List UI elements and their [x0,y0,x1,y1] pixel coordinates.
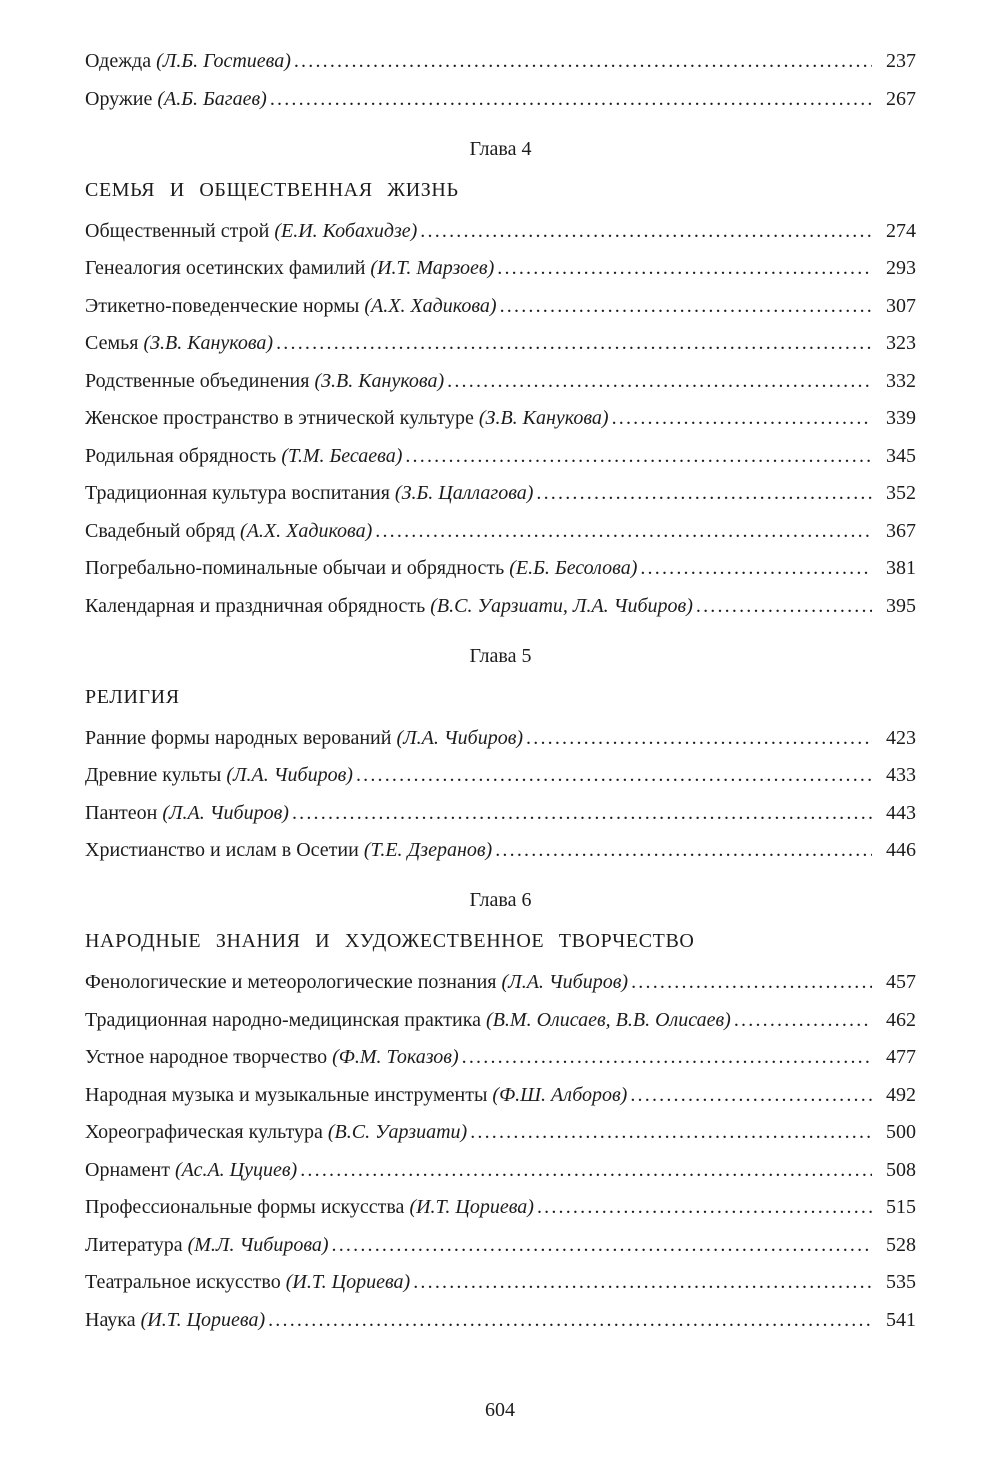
entry-text [85,1232,329,1258]
entry-page-number: 535 [886,1271,916,1293]
entry-page-number: 508 [886,1158,916,1181]
entry-text [85,1157,297,1183]
entry-text [85,218,417,244]
toc-entry [85,405,916,431]
toc-entry [85,969,916,995]
toc-entry [85,255,916,281]
entry-author: (З.В. Канукова) [478,407,609,429]
entry-text [85,405,609,431]
chapter-label: Глава 6 [469,889,532,911]
entry-text [85,480,533,506]
toc-entry [85,1232,916,1258]
entry-author: (В.С. Уарзиати) [327,1121,468,1143]
entry-author: (Л.А. Чибиров) [501,971,629,993]
dot-leader [356,762,872,788]
entry-title: Фенологические и метеорологические познания [85,971,497,993]
entry-list [85,725,916,864]
entry-title: Родильная обрядность [85,444,277,467]
entry-author: (Е.Б. Бесолова) [509,557,638,579]
toc-entry [85,725,916,751]
entry-title: Театральное искусство [85,1271,281,1293]
toc-entry [85,1269,916,1295]
entry-page-number: 323 [886,332,916,354]
entry-title: Оружие [85,87,153,110]
entry-author: (Т.М. Бесаева) [281,444,403,467]
entry-text [85,368,444,394]
entry-page-number: 339 [886,407,916,429]
toc-entry [85,443,916,469]
entry-page-number: 492 [886,1083,916,1106]
toc-entry [85,762,916,788]
entry-page-number: 307 [886,294,916,317]
dot-leader [696,593,872,619]
entry-author: (В.М. Олисаев, В.В. Олисаев) [486,1008,731,1031]
entry-text [85,1044,459,1070]
dot-leader [268,1307,872,1333]
toc-entry [85,1307,916,1333]
entry-author: (М.Л. Чибирова) [187,1233,329,1256]
entry-page-number: 443 [886,801,916,824]
entry-list [85,48,916,112]
entry-author: (Ас.А. Цуциев) [175,1158,298,1181]
entry-page-number: 541 [886,1308,916,1331]
entry-title: Родственные объединения [85,369,310,392]
entry-author: (Ф.М. Токазов) [332,1046,459,1068]
entry-title: Литература [85,1233,183,1256]
entry-page-number: 423 [886,726,916,749]
entry-title: Народная музыка и музыкальные инструменты [85,1083,488,1106]
entry-author: (В.С. Уарзиати, Л.А. Чибиров) [430,594,693,617]
toc-entry [85,1082,916,1108]
entry-author: (Т.Е. Дзеранов) [363,839,493,861]
entry-page-number: 367 [886,519,916,542]
toc-entry [85,1157,916,1183]
entry-text [85,969,628,995]
entry-text [85,1082,627,1108]
entry-text [85,837,492,863]
entry-text [85,1194,534,1220]
entry-author: (А.Б. Багаев) [157,87,267,110]
dot-leader [630,1082,872,1108]
entry-author: (А.Х. Хадикова) [364,294,497,317]
entry-author: (Ф.Ш. Алборов) [492,1083,628,1106]
dot-leader [292,800,872,826]
entry-text [85,1007,731,1033]
entry-title: Женское пространство в этнической культуре [85,407,474,429]
entry-list [85,969,916,1333]
entry-page-number: 345 [886,444,916,467]
entry-title: Христианство и ислам в Осетии [85,839,359,861]
toc-entry [85,555,916,581]
dot-leader [413,1269,872,1295]
entry-title: Свадебный обряд [85,519,236,542]
entry-author: (З.Б. Цаллагова) [394,482,534,504]
toc-entry [85,1044,916,1070]
entry-text [85,1119,467,1145]
entry-page-number: 237 [886,50,916,72]
entry-page-number: 352 [886,482,916,504]
entry-author: (З.В. Канукова) [314,369,445,392]
dot-leader [276,330,872,356]
entry-title: Устное народное творчество [85,1046,328,1068]
section-heading: СЕМЬЯ И ОБЩЕСТВЕННАЯ ЖИЗНЬ [85,178,459,201]
entry-author: (З.В. Канукова) [143,332,274,354]
entry-author: (А.Х. Хадикова) [240,519,373,542]
entry-title: Календарная и праздничная обрядность [85,594,426,617]
entry-author: (И.Т. Марзоев) [370,257,495,279]
toc-entry [85,218,916,244]
entry-title: Семья [85,332,139,354]
toc-entry [85,480,916,506]
dot-leader [537,1194,872,1220]
entry-title: Генеалогия осетинских фамилий [85,257,366,279]
entry-author: (И.Т. Цориева) [409,1196,534,1218]
entry-text [85,86,267,112]
entry-title: Традиционная народно-медицинская практика [85,1008,482,1031]
dot-leader [470,1119,872,1145]
toc-entry [85,1119,916,1145]
entry-text [85,593,693,619]
dot-leader [612,405,872,431]
entry-text [85,255,494,281]
dot-leader [640,555,872,581]
entry-text [85,762,353,788]
toc-section [85,887,916,1333]
entry-page-number: 500 [886,1121,916,1143]
dot-leader [536,480,872,506]
dot-leader [500,293,872,319]
entry-text [85,1307,265,1333]
dot-leader [462,1044,872,1070]
entry-page-number: 477 [886,1046,916,1068]
dot-leader [420,218,872,244]
entry-title: Этикетно-поведенческие нормы [85,294,360,317]
section-heading: НАРОДНЫЕ ЗНАНИЯ И ХУДОЖЕСТВЕННОЕ ТВОРЧЕСТВО [85,930,695,952]
dot-leader [495,837,872,863]
chapter-label: Глава 4 [469,137,532,160]
entry-title: Пантеон [85,801,158,824]
entry-author: (Л.Б. Гостиева) [156,50,291,72]
dot-leader [447,368,872,394]
dot-leader [300,1157,872,1183]
entry-page-number: 528 [886,1233,916,1256]
toc-entry [85,293,916,319]
entry-page-number: 446 [886,839,916,861]
entry-title: Хореографическая культура [85,1121,323,1143]
entry-page-number: 274 [886,219,916,242]
entry-page-number: 332 [886,369,916,392]
toc-sections [85,48,916,1344]
dot-leader [631,969,872,995]
entry-text [85,48,291,74]
entry-text [85,800,289,826]
entry-author: (Л.А. Чибиров) [162,801,289,824]
toc-entry [85,837,916,863]
dot-leader [294,48,872,74]
toc-entry [85,330,916,356]
entry-page-number: 457 [886,971,916,993]
entry-title: Одежда [85,50,152,72]
section-heading: РЕЛИГИЯ [85,685,180,708]
toc-entry [85,518,916,544]
entry-text [85,518,372,544]
dot-leader [332,1232,872,1258]
entry-page-number: 267 [886,87,916,110]
entry-title: Орнамент [85,1158,170,1181]
toc-section [85,48,916,112]
toc-entry [85,86,916,112]
toc-entry [85,1007,916,1033]
entry-author: (Л.А. Чибиров) [226,764,353,786]
entry-title: Общественный строй [85,219,270,242]
dot-leader [405,443,872,469]
entry-author: (И.Т. Цориева) [140,1308,266,1331]
entry-page-number: 293 [886,257,916,279]
toc-entry [85,368,916,394]
dot-leader [270,86,872,112]
chapter-label: Глава 5 [469,644,532,667]
entry-page-number: 395 [886,594,916,617]
entry-title: Ранние формы народных верований [85,726,392,749]
entry-author: (Е.И. Кобахидзе) [274,219,418,242]
entry-text [85,330,273,356]
entry-title: Древние культы [85,764,222,786]
dot-leader [375,518,872,544]
dot-leader [526,725,872,751]
entry-text [85,293,497,319]
entry-title: Погребально-поминальные обычаи и обрядность [85,557,505,579]
entry-title: Профессиональные формы искусства [85,1196,405,1218]
toc-section [85,136,916,619]
entry-page-number: 515 [886,1196,916,1218]
entry-page-number: 381 [886,557,916,579]
toc-entry [85,800,916,826]
dot-leader [734,1007,872,1033]
toc-section [85,643,916,864]
entry-text [85,555,637,581]
toc-entry [85,593,916,619]
entry-text [85,725,523,751]
entry-page-number: 462 [886,1008,916,1031]
entry-list [85,218,916,619]
entry-text [85,443,402,469]
toc-entry [85,1194,916,1220]
entry-title: Традиционная культура воспитания [85,482,390,504]
dot-leader [497,255,872,281]
entry-text [85,1269,410,1295]
entry-page-number: 433 [886,764,916,786]
footer-page-number: 604 [485,1399,515,1421]
entry-author: (Л.А. Чибиров) [396,726,524,749]
entry-author: (И.Т. Цориева) [285,1271,411,1293]
toc-entry [85,48,916,74]
entry-title: Наука [85,1308,136,1331]
